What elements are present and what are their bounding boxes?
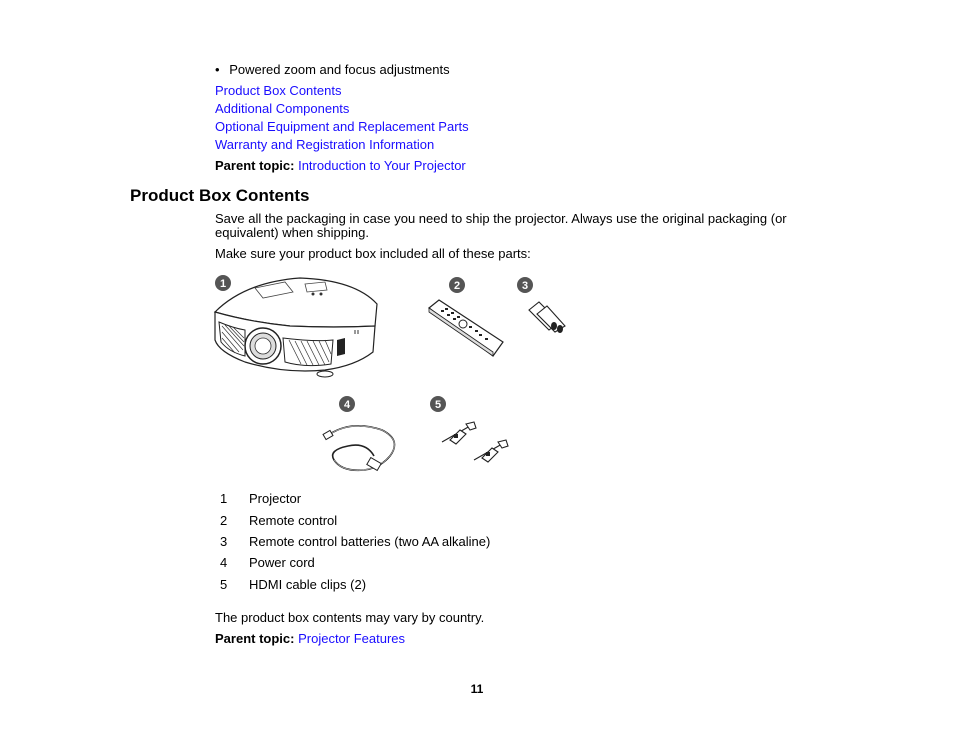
callout-badge-1 xyxy=(215,274,233,292)
bullet-item xyxy=(215,62,450,78)
note-text: The product box contents may vary by country. xyxy=(215,610,485,625)
para-packaging-line1: Save all the packaging in case you need to ship the projector. Always use the original packaging (or xyxy=(215,211,787,226)
para-make-sure: Make sure your product box included all of these parts: xyxy=(215,246,531,261)
link-additional-components[interactable]: Additional Components xyxy=(215,101,350,116)
parent-topic-label: Parent topic: xyxy=(215,158,295,173)
parent-topic-label: Parent topic: xyxy=(215,631,295,646)
link-projector-features[interactable]: Projector Features xyxy=(298,631,406,646)
parent-topic-features xyxy=(215,631,405,647)
list-item-name: HDMI cable clips (2) xyxy=(249,577,367,592)
list-item-number: 3 xyxy=(220,534,228,549)
callout-number-5: 5 xyxy=(434,399,442,411)
callout-badge-4 xyxy=(339,395,357,413)
parent-topic-intro xyxy=(215,158,466,174)
callout-number-2: 2 xyxy=(453,280,461,292)
page-number: 11 xyxy=(470,682,484,696)
callout-badge-2 xyxy=(449,276,467,294)
projector-illustration xyxy=(205,270,395,385)
callout-badge-5 xyxy=(430,395,448,413)
list-item-number: 1 xyxy=(220,491,228,506)
bullet-text: Powered zoom and focus adjustments xyxy=(229,62,450,77)
callout-badge-3 xyxy=(517,276,535,294)
link-warranty-registration[interactable]: Warranty and Registration Information xyxy=(215,137,435,152)
bullet-marker: • xyxy=(215,62,220,77)
link-optional-equipment[interactable]: Optional Equipment and Replacement Parts xyxy=(215,119,469,134)
list-item-name: Power cord xyxy=(249,555,315,570)
remote-control-illustration xyxy=(425,298,505,360)
hdmi-clips-illustration xyxy=(440,420,518,466)
link-product-box-contents[interactable]: Product Box Contents xyxy=(215,83,342,98)
list-item-number: 2 xyxy=(220,513,228,528)
callout-number-1: 1 xyxy=(219,278,227,290)
list-item-name: Projector xyxy=(249,491,302,506)
para-packaging-line2: equivalent) when shipping. xyxy=(215,225,369,240)
section-heading: Product Box Contents xyxy=(130,186,310,205)
callout-number-4: 4 xyxy=(343,399,351,411)
list-item-number: 4 xyxy=(220,555,228,570)
batteries-illustration xyxy=(525,300,567,334)
list-item-name: Remote control xyxy=(249,513,338,528)
link-introduction-to-your-projector[interactable]: Introduction to Your Projector xyxy=(298,158,466,173)
callout-number-3: 3 xyxy=(521,280,529,292)
list-item-number: 5 xyxy=(220,577,228,592)
power-cord-illustration xyxy=(322,420,400,478)
list-item-name: Remote control batteries (two AA alkaline) xyxy=(249,534,491,549)
